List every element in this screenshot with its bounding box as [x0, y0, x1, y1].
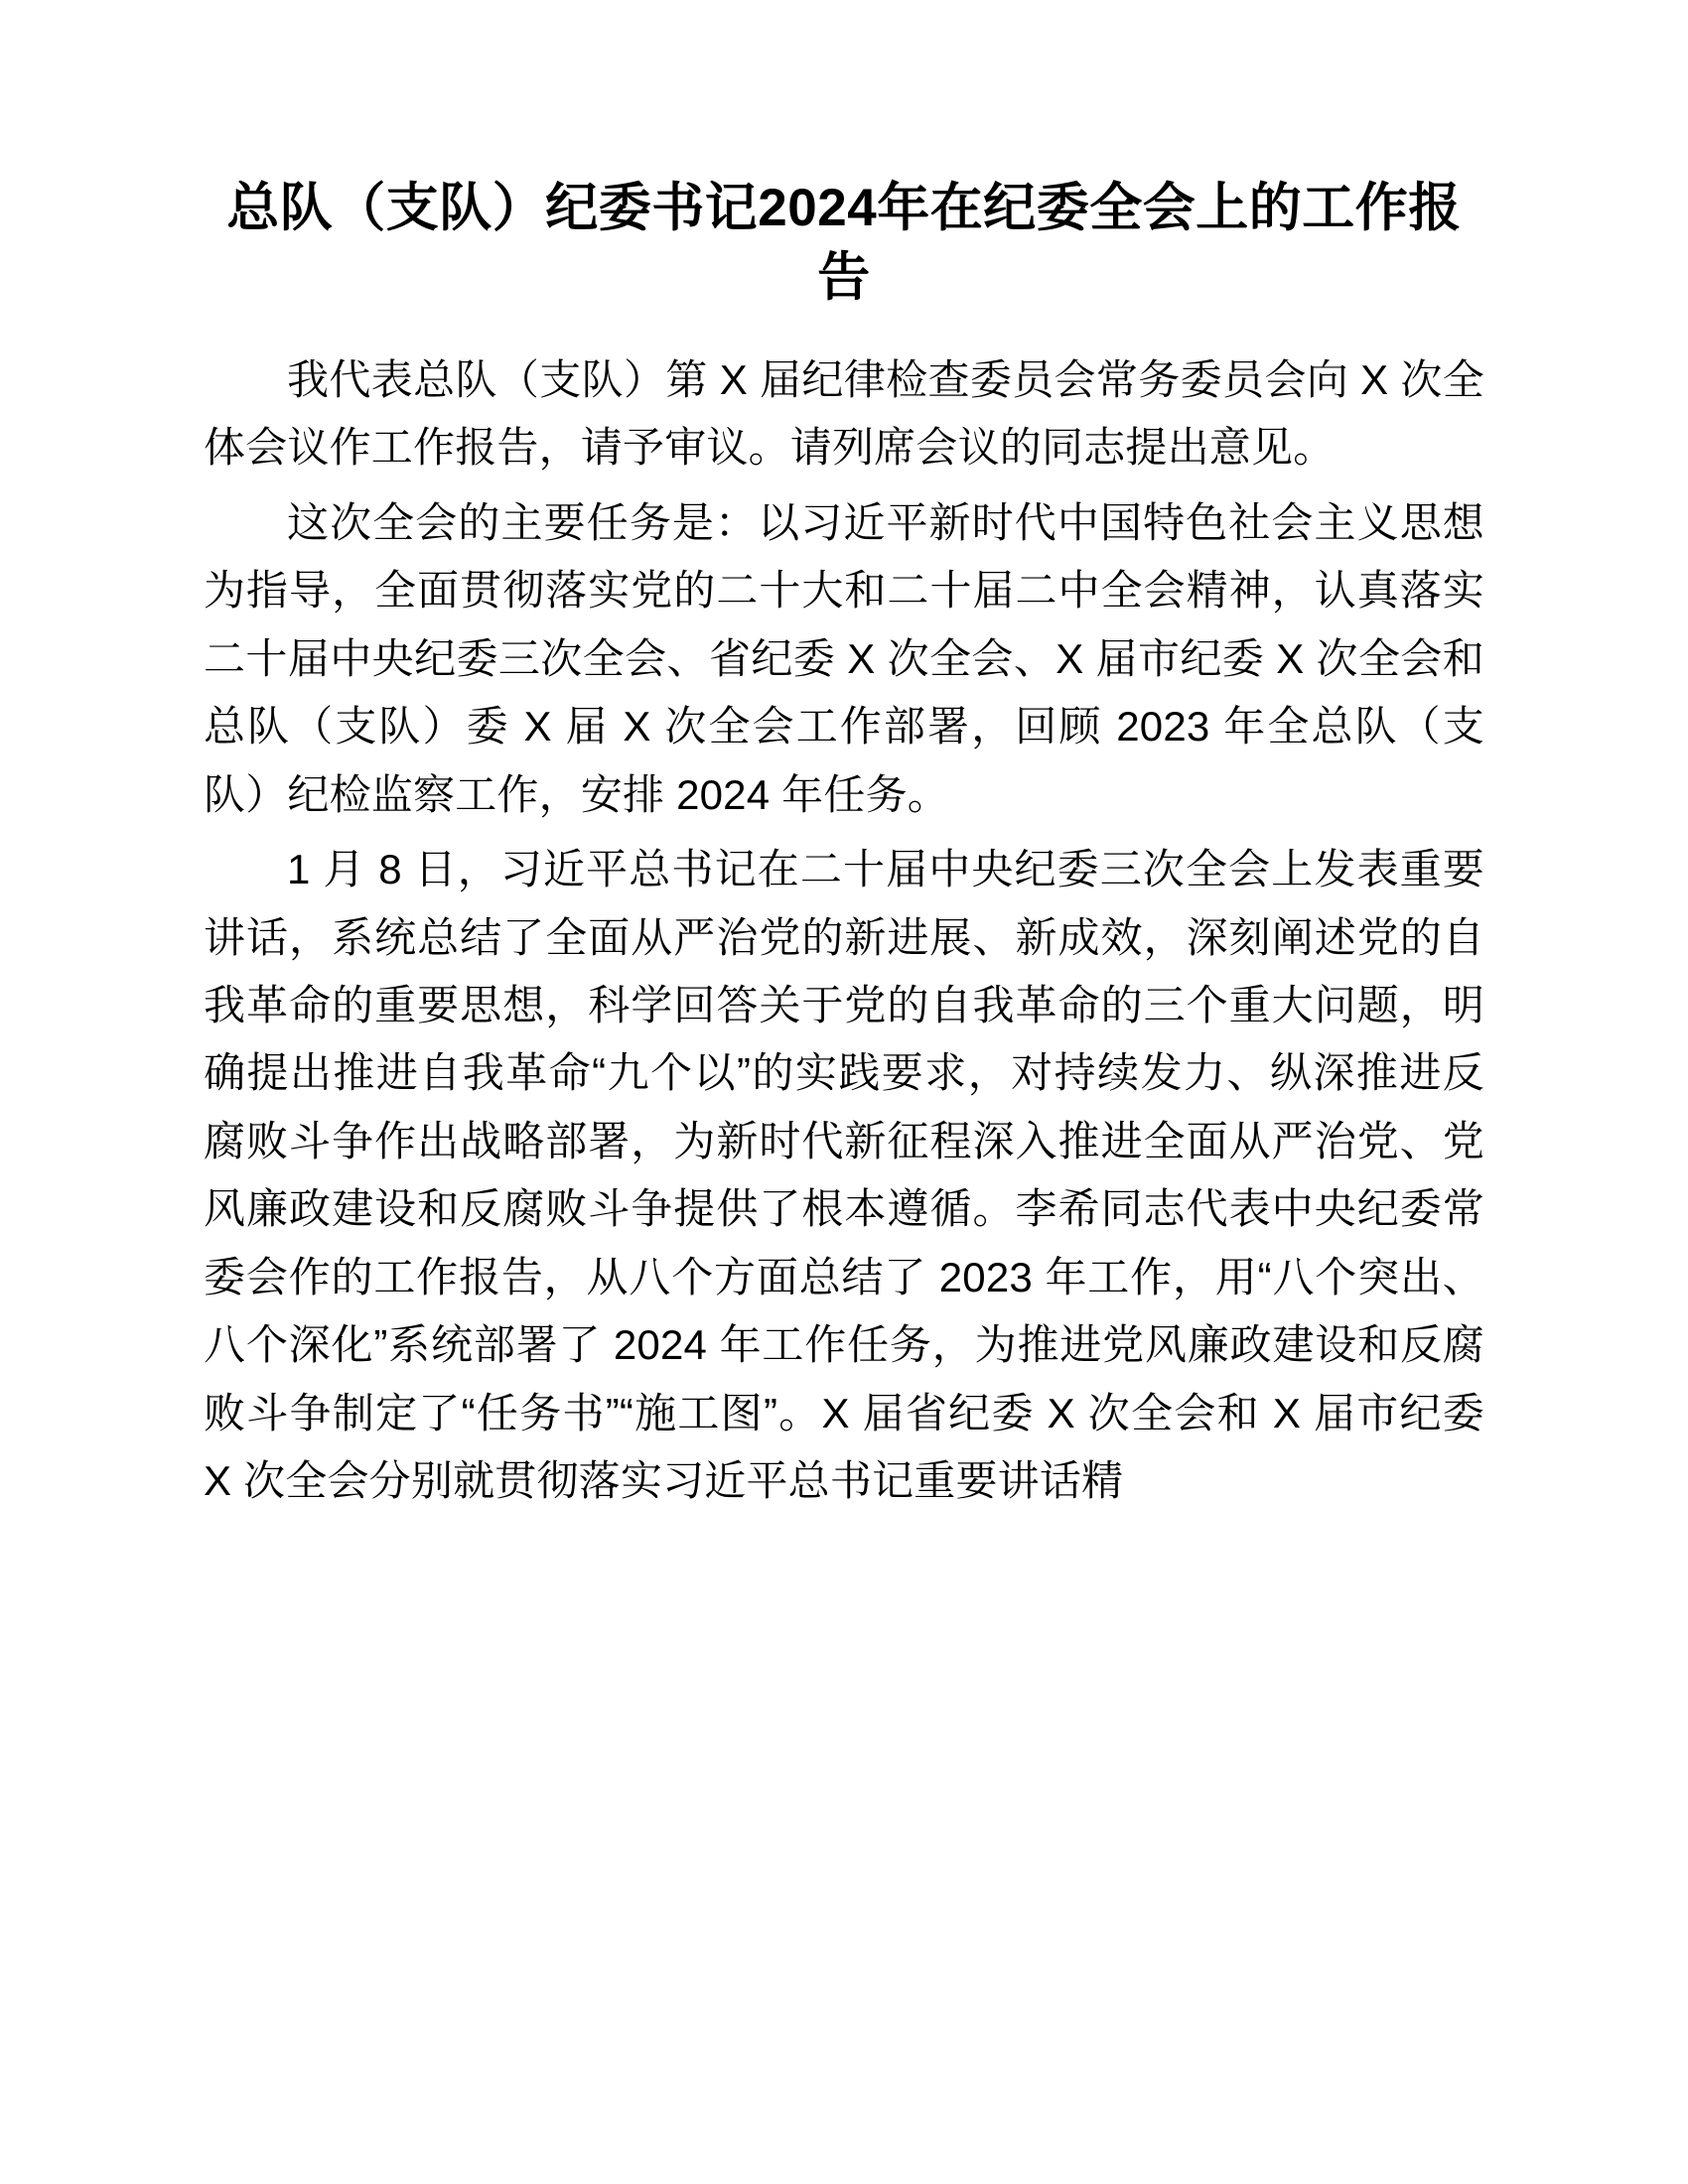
paragraph-3: 1 月 8 日，习近平总书记在二十届中央纪委三次全会上发表重要讲话，系统总结了全面从严治党的新进展、新成效，深刻阐述党的自我革命的重要思想，科学回答关于党的自我革命的三个重大问题，明确提出推进自我革命“九个以”的实践要求，对持续发力、纵深推进反腐败斗争作出战略部署，为新时代新征程深入推进全面从严治党、党风廉政建设和反腐败斗争提供了根本遵循。李希同志代表中央纪委常委会作的工作报告，从八个方面总结了 2023 年工作，用“八个突出、八个深化”系统部署了 2024 年工作任务，为推进党风廉政建设和反腐败斗争制定了“任务书”“施工图”。X 届省纪委 X 次全会和 X 届市纪委 X 次全会分别就贯彻落实习近平总书记重要讲话精: [204, 846, 1484, 1505]
paragraph-1: 我代表总队（支队）第 X 届纪律检查委员会常务委员会向 X 次全体会议作工作报告，请予审议。请列席会议的同志提出意见。: [204, 355, 1484, 472]
page-title: 总队（支队）纪委书记2024年在纪委全会上的工作报告: [226, 179, 1462, 307]
paragraph-2: 这次全会的主要任务是：以习近平新时代中国特色社会主义思想为指导，全面贯彻落实党的二十大和二十届二中全会精神，认真落实二十届中央纪委三次全会、省纪委 X 次全会、X 届市纪委 X 次全会和总队（支队）委 X 届 X 次全会工作部署，回顾 2023 年全总队（支队）纪检监察工作，安排 2024 年任务。: [204, 498, 1484, 818]
